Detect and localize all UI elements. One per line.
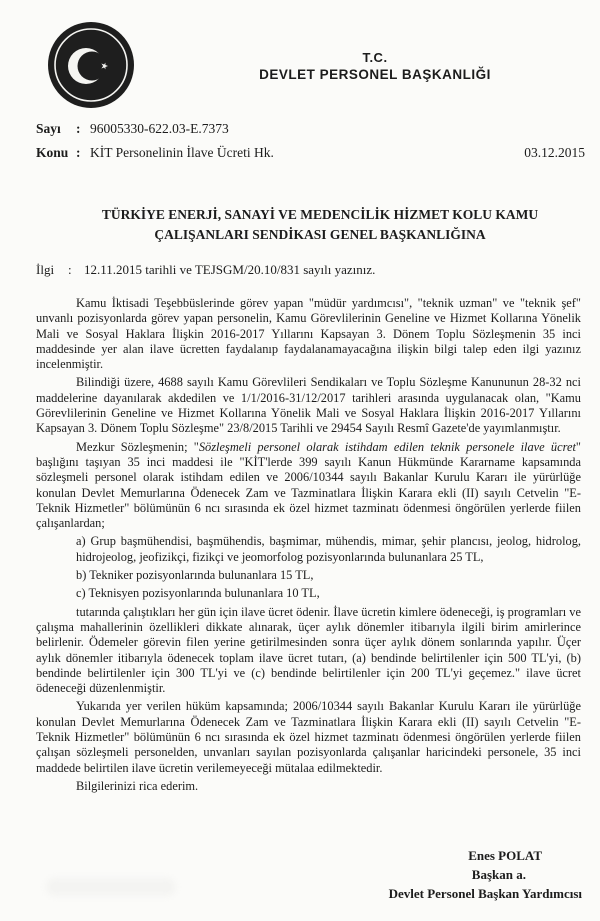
addressee-line-1: TÜRKİYE ENERJİ, SANAYİ VE MEDENCİLİK HİZMET KOLU KAMU xyxy=(101,207,539,222)
paragraph-4: Yukarıda yer verilen hüküm kapsamında; 2006/10344 sayılı Bakanlar Kurulu Kararı ile yürürlüğe konulan Devlet Memurlarına Ödenecek Zam ve Tazminatlara İlişkin Karara ekli (II) sayılı Cetvelin "E-Teknik Hizmetler" bölümünün 6 ncı sırasında ek özel hizmet tazminatı ödenmesi öngörülen yerlerde fiilen çalışan sözleşmeli personelden, unvanları sayılan pozisyonlarda çalışanlar haricindeki personele, 35 inci maddede belirtilen ilave ücretin verilemeyeceği mütalaa edilmektedir. xyxy=(36,699,581,775)
addressee-line-2: ÇALIŞANLARI SENDİKASI GENEL BAŞKANLIĞINA xyxy=(154,227,486,242)
konu-colon: : xyxy=(76,145,81,160)
paragraph-3-continued: tutarında çalıştıkları her gün için ilave ücret ödenir. İlave ücretin kimlere ödeneceği, iş programları ve çalışma mahallerinin özellikleri dikkate alınarak, üçer aylık dönemler itibarıyla ilgili birim amirlerince belirlenir. Ödemeler görevin filen yerine getirilmesinden sonra üçer aylık dönem sonlarında yapılır. Üçer aylık dönemler itibarıyla ödenecek toplam ilave ücret tutarı, (a) bendinde belirtilenler için 500 TL'yi, (b) bendinde belirtilenler için 300 TL'yi ve (c) bendinde belirtilenler için 200 TL'yi geçemez." ilave ücret ödeneceği düzenlenmiştir. xyxy=(36,604,581,696)
konu-label: Konu xyxy=(36,145,69,160)
paragraph-1: Kamu İktisadi Teşebbüslerinde görev yapan "müdür yardımcısı", "teknik uzman" ve "teknik şef" unvanlı pozisyonlarda görev yapan personelin, Kamu Görevlilerinin Geneline ve Hizmet Kollarına Yönelik Mali ve Sosyal Haklara İlişkin 2016-2017 Yıllarını Kapsayan 3. Dönem Toplu Sözleşmenin 35 inci maddesinde yer alan ilave ücretten faydalanıp faydalanamayacağına ilişkin bilgi talep eden ilgi yazınız incelenmiştir. xyxy=(36,296,581,372)
crescent-star-seal-icon xyxy=(46,20,136,110)
sayi-colon: : xyxy=(76,121,81,136)
ilgi-label: İlgi xyxy=(36,262,55,277)
sayi-row xyxy=(0,121,600,139)
redacted-area xyxy=(46,878,176,896)
konu-row xyxy=(0,145,600,163)
paragraph-3 xyxy=(36,440,581,532)
sayi-value: 96005330-622.03-E.7373 xyxy=(90,121,229,136)
paragraph-3-part-b: " başlığını taşıyan 35 inci maddesi ile "KİT'lerde 399 sayılı Kanun Hükmünde Kararname kapsamında sözleşmeli personel olarak istihdam edilen ve 2006/10344 sayılı Bakanlar Kurulu Kararı ile yürürlüğe konulan Devlet Memurlarına Ödenecek Zam ve Tazminatlara İlişkin Karara ekli (II) sayılı Cetvelin "E- Teknik Hizmetler" bölümünün 6 ncı sırasında ek özel hizmet tazminatı ödenmesi öngörülen yerlerde fiilen çalışanlardan; xyxy=(36,439,581,531)
closing-line: Bilgilerinizi rica ederim. xyxy=(76,778,199,793)
org-line-tc: T.C. xyxy=(362,50,388,65)
konu-value: KİT Personelinin İlave Ücreti Hk. xyxy=(90,145,274,160)
letter-body xyxy=(36,296,581,797)
addressee xyxy=(60,205,580,245)
signer-title-2: Devlet Personel Başkan Yardımcısı xyxy=(388,886,582,901)
list-item-b: b) Tekniker pozisyonlarında bulunanlara 15 TL, xyxy=(76,568,314,583)
org-name: DEVLET PERSONEL BAŞKANLIĞI xyxy=(259,67,491,82)
allowance-list xyxy=(36,534,581,601)
list-item-a: a) Grup başmühendisi, başmühendis, başmimar, mühendis, mimar, şehir plancısı, jeolog, hidrolog, hidrojeolog, jeofizikçi, fizikçi ve jeomorfolog pozisyonlarında bulunanlara 25 TL, xyxy=(76,534,581,564)
paragraph-2: Bilindiği üzere, 4688 sayılı Kamu Görevlileri Sendikaları ve Toplu Sözleşme Kanununun 28-32 nci maddelerine dayanılarak akdedilen ve 1/1/2016-31/12/2017 tarihleri arasında uygulanacak olan, "Kamu Görevlilerinin Geneline ve Hizmet Kollarına Yönelik Mali ve Sosyal Haklara İlişkin 2016-2017 Yıllarını Kapsayan 3. Dönem Toplu Sözleşme" 23/8/2015 Tarihli ve 29454 Sayılı Resmî Gazete'de yayımlanmıştır. xyxy=(36,375,581,436)
signer-name: Enes POLAT xyxy=(468,848,542,863)
ilgi-text: 12.11.2015 tarihli ve TEJSGM/20.10/831 sayılı yazınız. xyxy=(84,262,376,277)
ilgi-colon: : xyxy=(68,262,72,277)
paragraph-3-italic-title: Sözleşmeli personel olarak istihdam edilen teknik personele ilave ücret xyxy=(198,439,576,454)
document-date: 03.12.2015 xyxy=(524,145,585,160)
signature-block xyxy=(332,846,582,903)
sayi-label: Sayı xyxy=(36,121,61,136)
ilgi-row xyxy=(0,262,600,280)
signer-title-1: Başkan a. xyxy=(471,867,526,882)
list-item-c: c) Teknisyen pozisyonlarında bulunanlara 10 TL, xyxy=(76,586,320,601)
paragraph-3-part-a: Mezkur Sözleşmenin; " xyxy=(76,439,199,454)
